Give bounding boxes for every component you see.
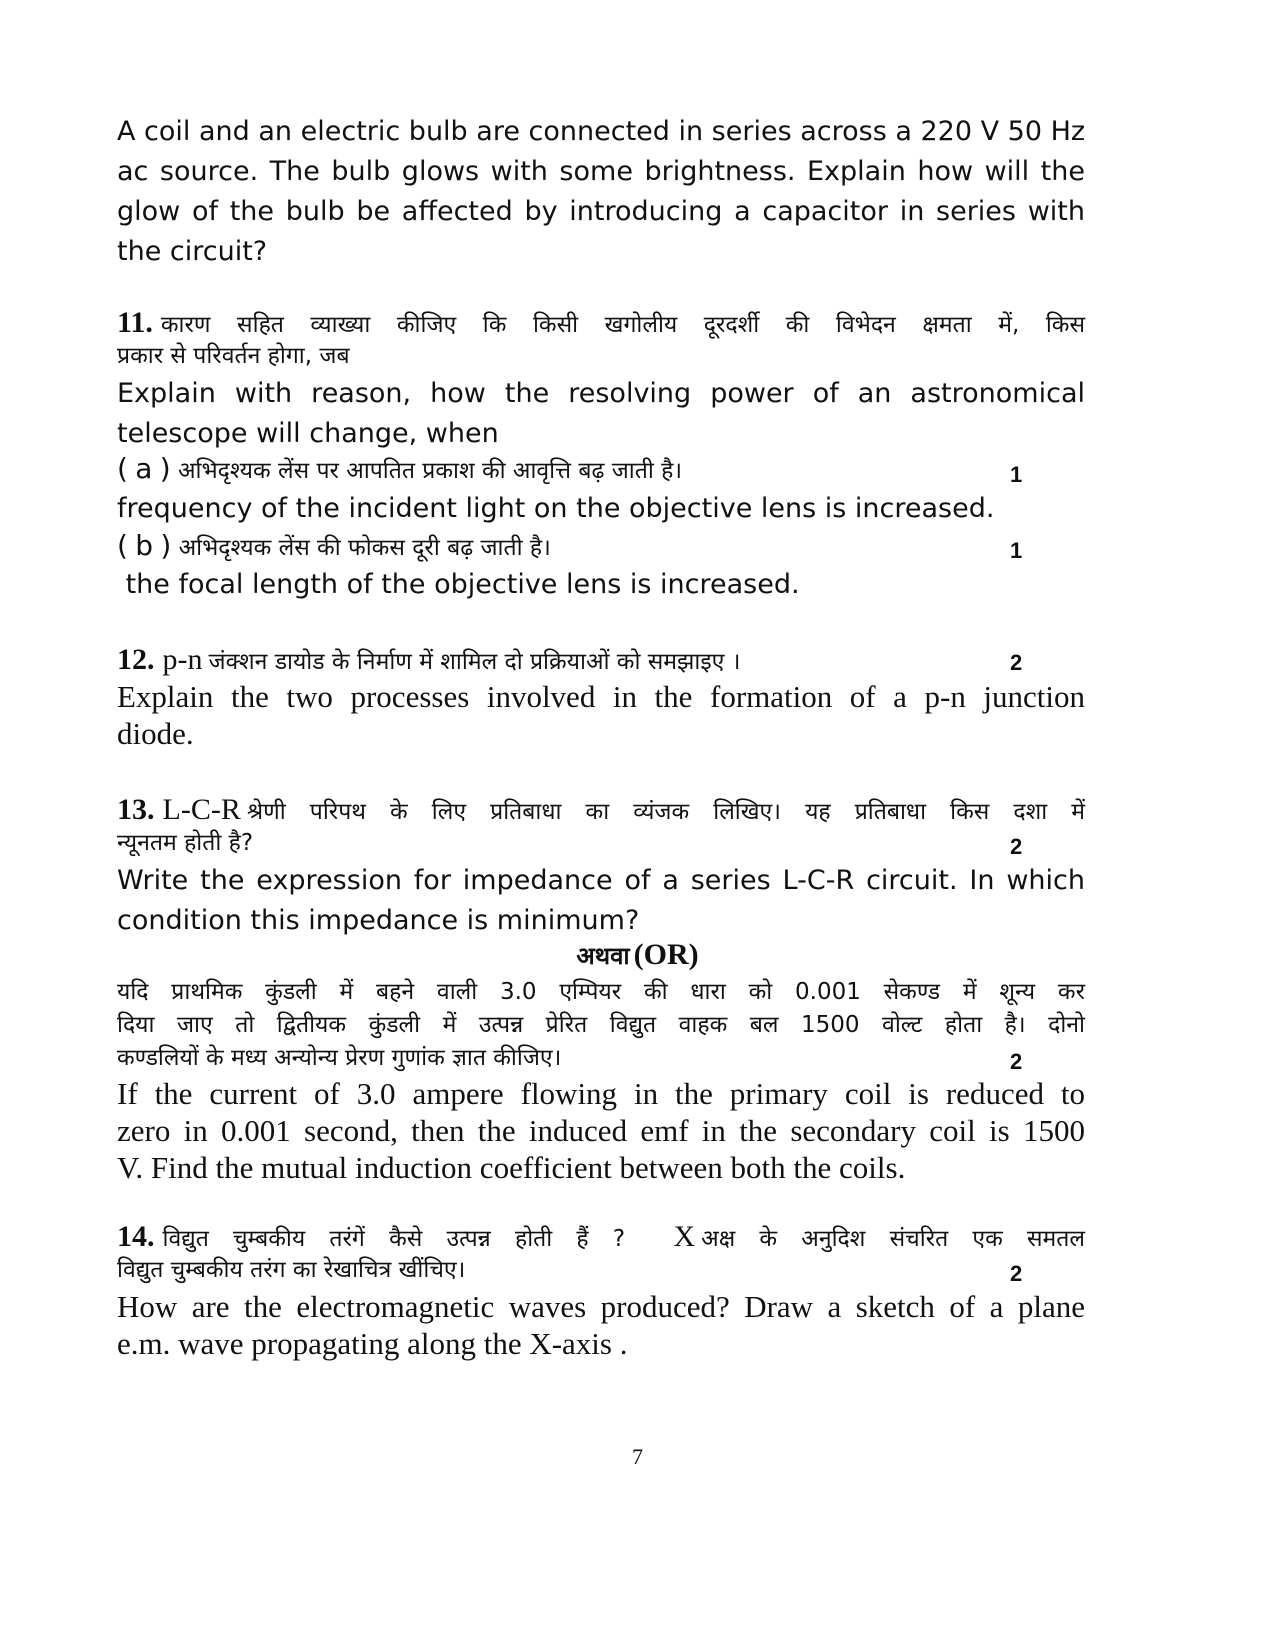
q13-alt-english-line-2: zero in 0.001 second, then the induced emf in the secondary coil is 1500 bbox=[117, 1113, 1085, 1148]
q10-line-2: ac source. The bulb glows with some brightness. Explain how will the bbox=[117, 156, 1085, 187]
q10-line-3: glow of the bulb be affected by introducing a capacitor in series with bbox=[117, 196, 1085, 227]
q14-hindi-b: अक्ष के अनुदिश संचरित एक समतल bbox=[701, 1226, 1086, 1252]
q12-english bbox=[117, 678, 1085, 752]
q13-number: 13. bbox=[117, 793, 155, 826]
q12-number: 12. bbox=[117, 643, 155, 676]
q14-hindi-line-2 bbox=[117, 1254, 1085, 1287]
q13-alt-hindi-line-1: यदि प्राथमिक कुंडली में बहने वाली 3.0 एम्पियर की धारा को 0.001 सेकण्ड में शून्य कर bbox=[117, 979, 1085, 1005]
q13-alt-english-line-3: V. Find the mutual induction coefficient between both the coils. bbox=[117, 1150, 906, 1185]
q12-english-line-2: diode. bbox=[117, 716, 194, 751]
q13-alt-hindi-line-2: दिया जाए तो द्वितीयक कुंडली में उत्पन्न प्रेरित विद्युत वाहक बल 1500 वोल्ट होता है। दोनो bbox=[117, 1012, 1085, 1038]
q13-alt-english-line-1: If the current of 3.0 ampere flowing in the primary coil is reduced to bbox=[117, 1076, 1085, 1111]
q11a-english bbox=[117, 489, 1085, 529]
q11-english-line-2: telescope will change, when bbox=[117, 418, 499, 449]
q11-number: 11. bbox=[117, 306, 153, 339]
q11-hindi-text-2: प्रकार से परिवर्तन होगा, जब bbox=[117, 343, 350, 369]
or-english: (OR) bbox=[633, 938, 699, 971]
or-divider bbox=[0, 938, 1275, 972]
q12-hindi-text: जंक्शन डायोड के निर्माण में शामिल दो प्रक्रियाओं को समझाइए । bbox=[208, 649, 741, 675]
q14-mark: 2 bbox=[1010, 1261, 1023, 1286]
q13-hindi-line-1 bbox=[117, 793, 1085, 829]
q12-english-line-1: Explain the two processes involved in the formation of a p-n junction bbox=[117, 679, 1085, 714]
q11a-hindi-text: अभिदृश्यक लेंस पर आपतित प्रकाश की आवृत्ति बढ़ जाती है। bbox=[177, 458, 683, 484]
q11b-label-close: ) bbox=[160, 529, 172, 562]
q13-hindi-text-1: श्रेणी परिपथ के लिए प्रतिबाधा का व्यंजक लिखिए। यह प्रतिबाधा किस दशा में bbox=[246, 799, 1085, 825]
q11b-english-text: the focal length of the objective lens is increased. bbox=[117, 569, 800, 600]
q13-hindi-text-2: न्यूनतम होती है? bbox=[117, 830, 254, 856]
q10-line-1: A coil and an electric bulb are connected in series across a 220 V 50 Hz bbox=[117, 116, 1086, 147]
q13-alt-english bbox=[117, 1075, 1085, 1186]
q14-x-label: X bbox=[673, 1220, 696, 1253]
q14-hindi-a: विद्युत चुम्बकीय तरंगें कैसे उत्पन्न होती हैं ? bbox=[162, 1226, 626, 1252]
q13-alt-hindi-line-3: कण्डलियों के मध्य अन्योन्य प्रेरण गुणांक ज्ञात कीजिए। bbox=[117, 1045, 562, 1071]
page-number: 7 bbox=[632, 1444, 643, 1469]
q12-hindi bbox=[117, 643, 1085, 679]
q11b-mark: 1 bbox=[1010, 538, 1023, 563]
or-hindi: अथवा bbox=[576, 942, 630, 970]
q11-hindi-line-2 bbox=[117, 340, 1085, 373]
q14-english-line-1: How are the electromagnetic waves produced? Draw a sketch of a plane bbox=[117, 1289, 1085, 1324]
q14-hindi-text-2: विद्युत चुम्बकीय तरंग का रेखाचित्र खींचिए। bbox=[117, 1257, 466, 1283]
q11-hindi-text-1: कारण सहित व्याख्या कीजिए कि किसी खगोलीय दूरदर्शी की विभेदन क्षमता में, किस bbox=[160, 312, 1085, 338]
q11a-hindi bbox=[117, 452, 1085, 488]
q11a-label-close: ) bbox=[159, 452, 171, 485]
q13-hindi-line-2 bbox=[117, 827, 1085, 860]
q14-english bbox=[117, 1288, 1085, 1362]
q11b-hindi bbox=[117, 529, 1085, 565]
q14-english-line-2: e.m. wave propagating along the X-axis . bbox=[117, 1326, 628, 1361]
q14-number: 14. bbox=[117, 1220, 155, 1253]
q13-english bbox=[117, 861, 1085, 941]
q12-mark: 2 bbox=[1010, 650, 1023, 675]
q11-english-block bbox=[117, 374, 1085, 454]
q10-or-block bbox=[117, 112, 1085, 272]
q13-mark: 2 bbox=[1010, 834, 1023, 859]
q13-alt-mark: 2 bbox=[1010, 1049, 1023, 1074]
q12-prefix: p-n bbox=[162, 643, 203, 676]
q13-prefix: L-C-R bbox=[162, 793, 241, 826]
q11b-label: b bbox=[135, 529, 154, 562]
q11a-label-open: ( bbox=[117, 452, 128, 485]
q13-english-line-2: condition this impedance is minimum? bbox=[117, 905, 640, 936]
q11b-english bbox=[117, 565, 1085, 605]
q11a-mark: 1 bbox=[1010, 462, 1023, 487]
q11a-label: a bbox=[135, 452, 153, 485]
q11b-label-open: ( bbox=[117, 529, 128, 562]
q11a-english-text: frequency of the incident light on the objective lens is increased. bbox=[117, 493, 995, 524]
q11b-hindi-text: अभिदृश्यक लेंस की फोकस दूरी बढ़ जाती है। bbox=[178, 535, 551, 561]
q13-english-line-1: Write the expression for impedance of a series L-C-R circuit. In which bbox=[117, 865, 1085, 896]
q14-hindi-line-1 bbox=[117, 1220, 1085, 1256]
q11-hindi-line-1 bbox=[117, 306, 1085, 342]
q10-line-4: the circuit? bbox=[117, 236, 268, 267]
q13-alt-hindi bbox=[117, 976, 1085, 1075]
q11-english-line-1: Explain with reason, how the resolving power of an astronomical bbox=[117, 378, 1085, 409]
